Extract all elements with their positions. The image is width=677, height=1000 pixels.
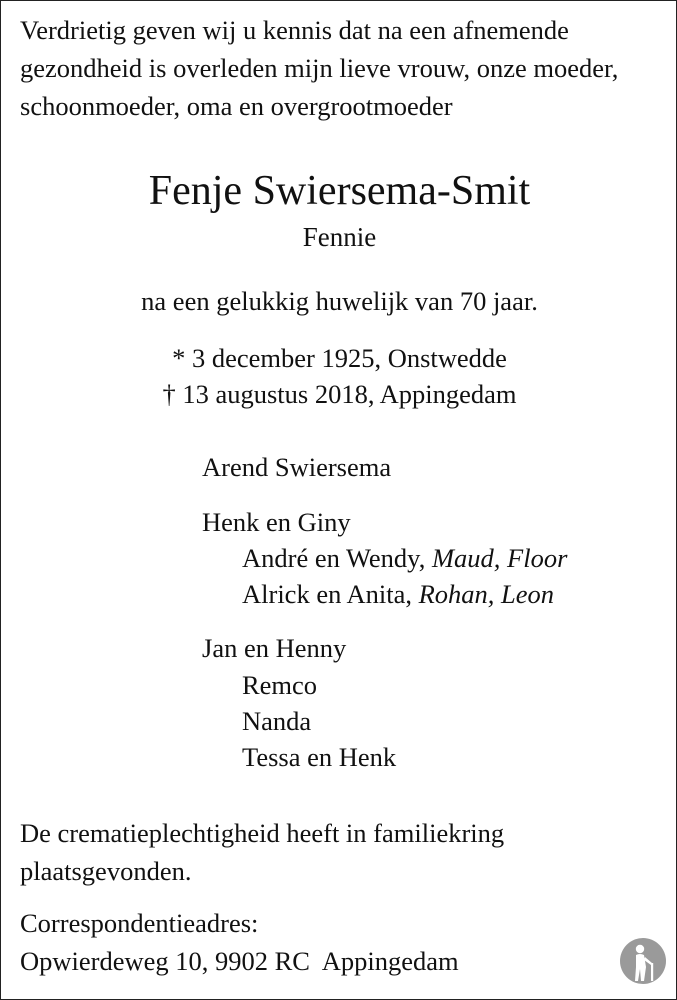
grandchild-line: Remco (242, 670, 318, 700)
grandchild-line (242, 540, 567, 576)
great-grandchildren: Maud, Floor (431, 543, 568, 573)
grandchild-couple: André en Wendy, (242, 543, 432, 573)
great-grandchildren: Rohan, Leon (418, 579, 555, 609)
child-name-2: Jan en Henny (202, 633, 347, 663)
deceased-nickname: Fennie (302, 222, 377, 252)
grandchild-line: Tessa en Henk (242, 742, 397, 772)
correspondence-address: Opwierdeweg 10, 9902 RC Appingedam (20, 946, 459, 976)
deceased-name: Fenje Swiersema-Smit (148, 168, 531, 214)
birth-line: * 3 december 1925, Onstwedde (172, 343, 507, 373)
child-name-1: Henk en Giny (202, 507, 351, 537)
correspondence-label: Correspondentieadres: (20, 908, 259, 938)
intro-text: Verdrietig geven wij u kennis dat na een afnemende gezondheid is overleden mijn lieve vrouw, onze moeder, schoonmoeder, oma en overgrootmoeder (20, 15, 619, 121)
grandchild-line: Nanda (242, 706, 312, 736)
husband-name: Arend Swiersema (202, 452, 392, 482)
grandchild-couple: Alrick en Anita, (242, 579, 419, 609)
closing-text: De crematieplechtigheid heeft in familiekring plaatsgevonden. (20, 818, 505, 886)
memorial-figure-icon (619, 937, 667, 985)
death-line: † 13 augustus 2018, Appingedam (162, 379, 517, 409)
grandchild-line (242, 576, 554, 612)
marriage-text: na een gelukkig huwelijk van 70 jaar. (141, 286, 538, 316)
